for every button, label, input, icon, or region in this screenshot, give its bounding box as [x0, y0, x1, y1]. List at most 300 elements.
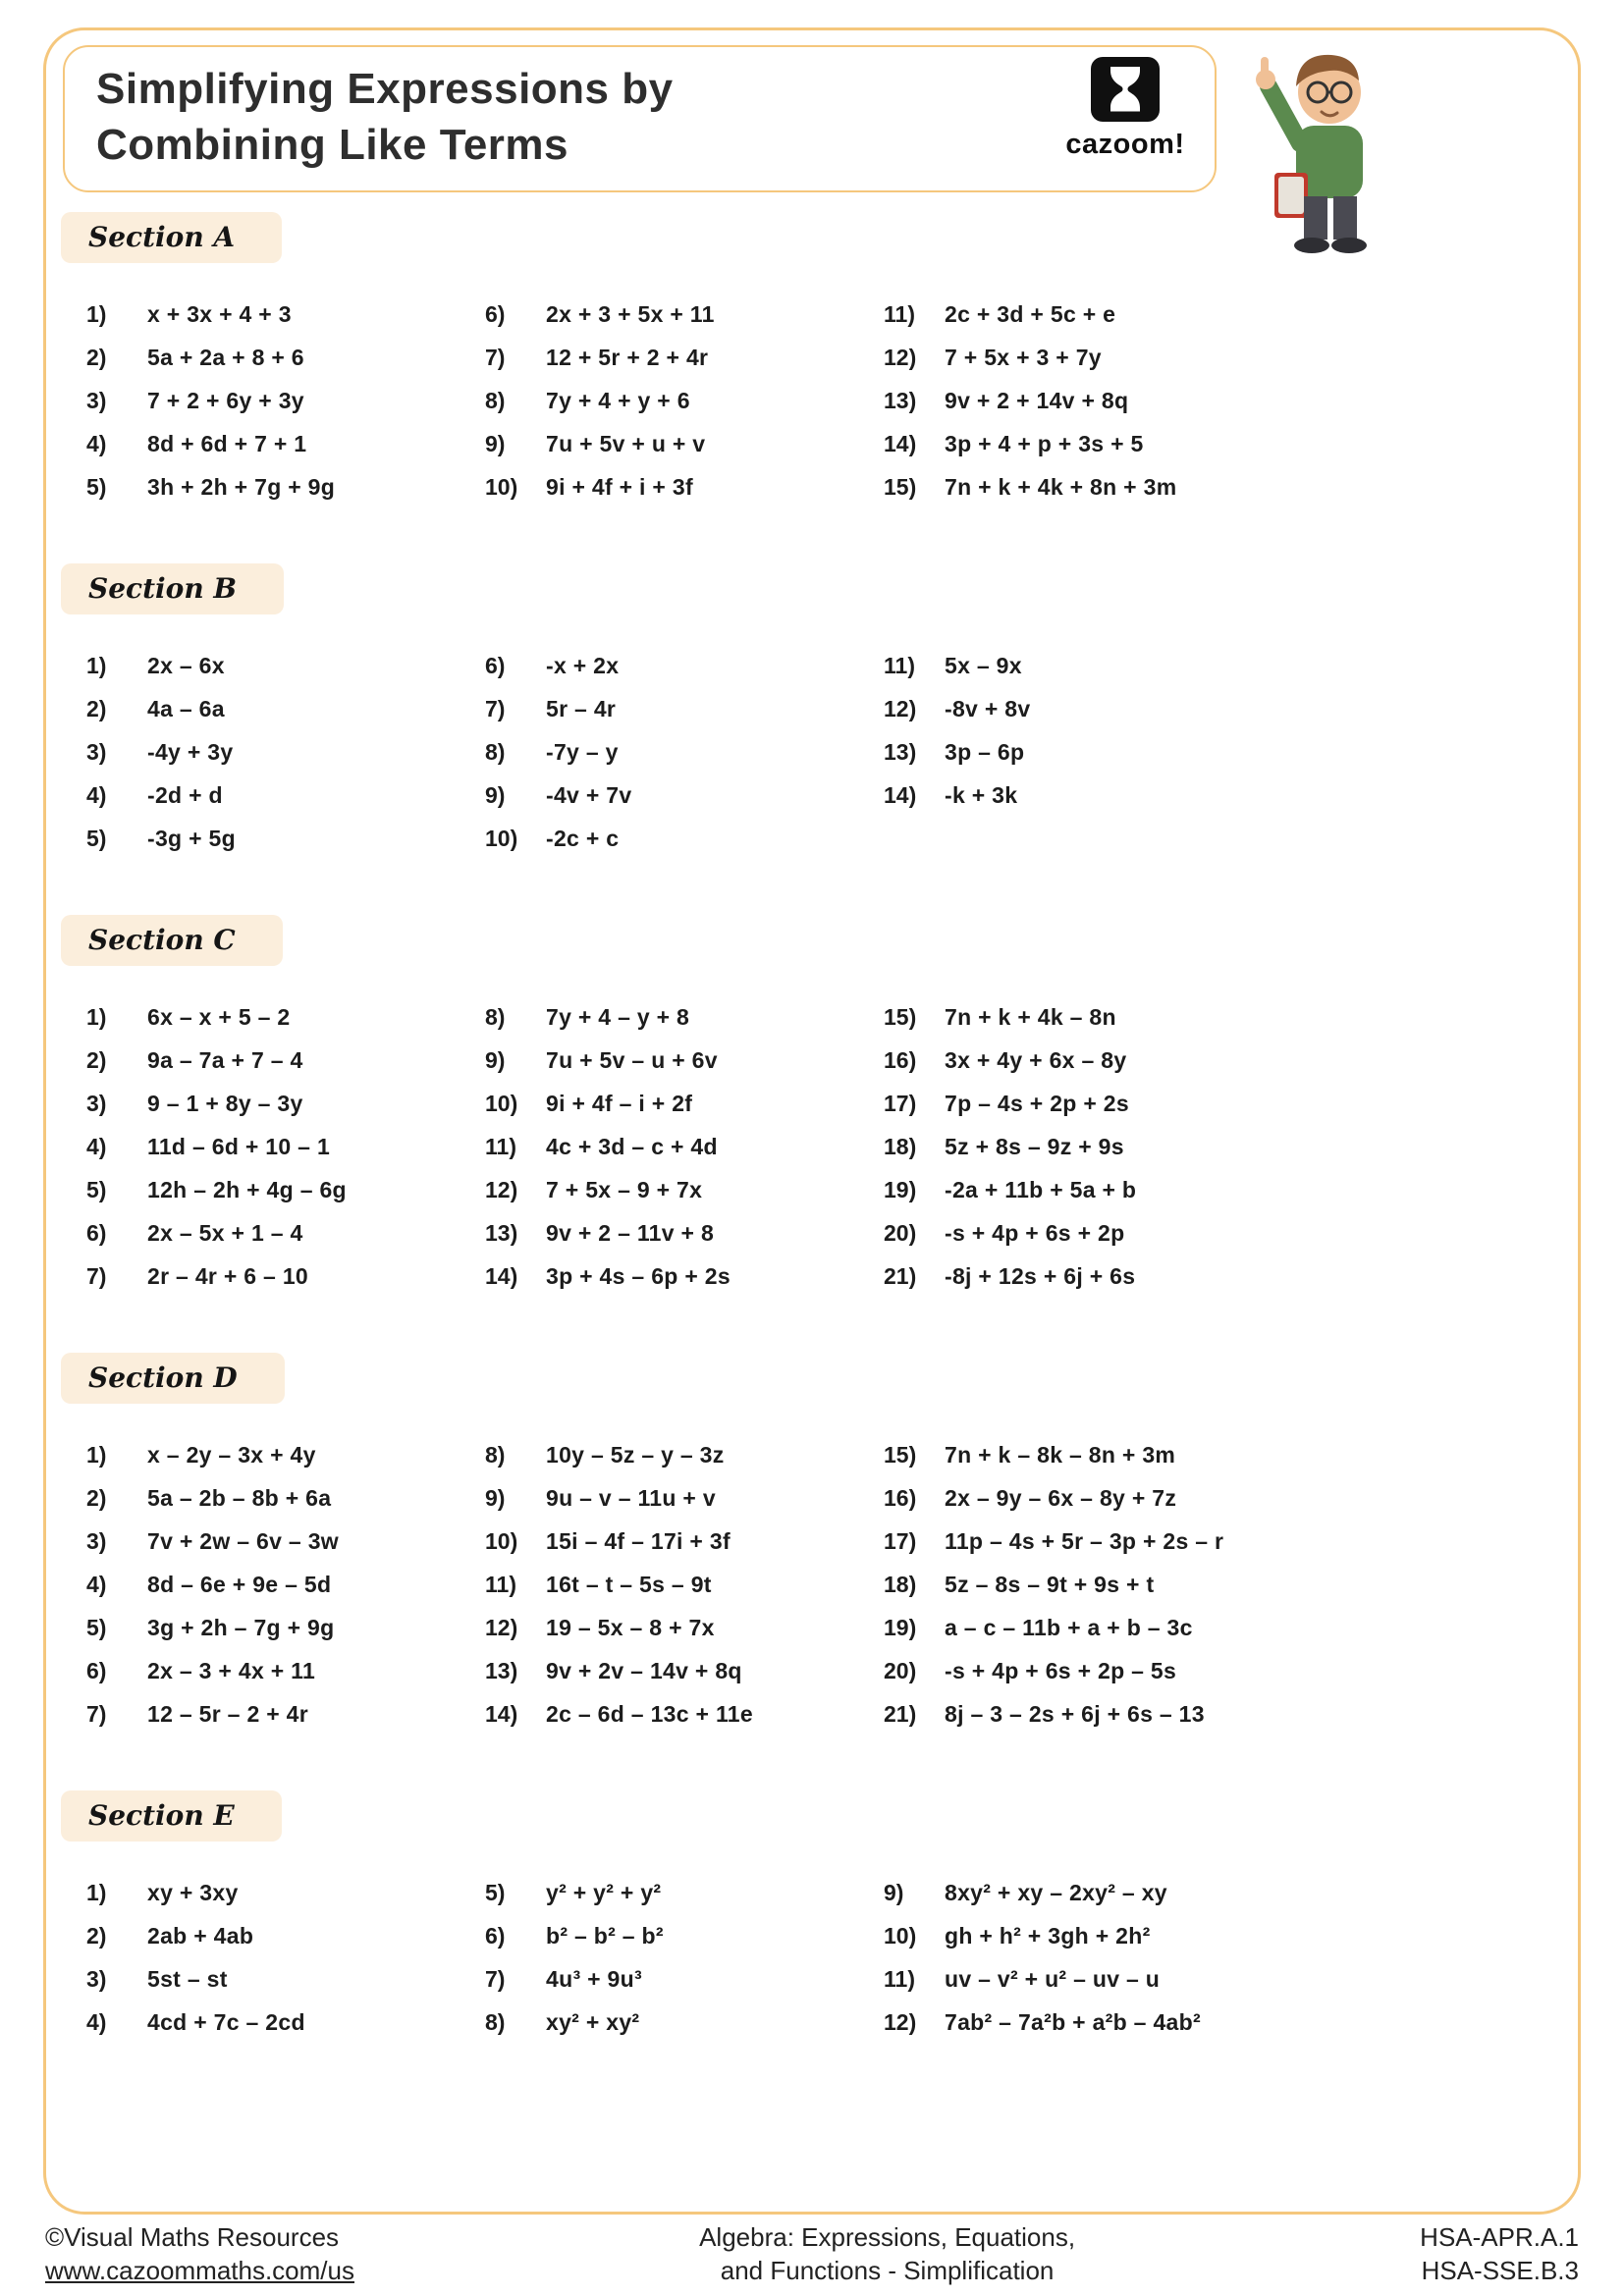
problem-number: 4): [86, 1571, 107, 1597]
problem-expression: 2x – 5x + 1 – 4: [147, 1219, 303, 1246]
problem-number: 1): [86, 1441, 107, 1468]
problem-row: [485, 1649, 884, 1692]
problem-number: 9): [884, 1879, 904, 1905]
problem-column: [485, 293, 884, 508]
problem-number: 16): [884, 1046, 917, 1073]
problem-row: [884, 1255, 1565, 1298]
problem-row: [485, 1520, 884, 1563]
problem-number: 4): [86, 2008, 107, 2035]
problem-expression: 2c + 3d + 5c + e: [945, 300, 1116, 327]
problem-number: 14): [884, 781, 917, 808]
problem-row: [485, 1082, 884, 1125]
footer-standards: [1420, 2220, 1579, 2287]
problem-expression: a – c – 11b + a + b – 3c: [945, 1614, 1193, 1640]
problem-expression: 11d – 6d + 10 – 1: [147, 1133, 331, 1159]
problem-row: [485, 687, 884, 730]
problem-row: [884, 1520, 1565, 1563]
problem-expression: 8xy² + xy – 2xy² – xy: [945, 1879, 1167, 1905]
problem-number: 2): [86, 344, 107, 370]
problem-number: 18): [884, 1571, 917, 1597]
problem-column: [485, 995, 884, 1298]
problem-expression: -8j + 12s + 6j + 6s: [945, 1262, 1136, 1289]
problem-row: [884, 1914, 1565, 1957]
problem-number: 8): [485, 1003, 506, 1030]
problem-expression: 2x – 9y – 6x – 8y + 7z: [945, 1484, 1177, 1511]
problem-row: [884, 1957, 1565, 2001]
problem-number: 2): [86, 695, 107, 721]
problem-number: 10): [485, 473, 518, 500]
section-header: [61, 1790, 282, 1842]
problem-row: [884, 1606, 1565, 1649]
worksheet-header: [63, 45, 1217, 192]
problem-number: 11): [485, 1571, 516, 1597]
problem-column: [485, 644, 884, 860]
problem-number: 13): [485, 1219, 518, 1246]
problem-row: [485, 730, 884, 774]
section-title: Section E: [88, 1799, 235, 1832]
problem-column: [884, 293, 1565, 508]
problem-expression: 7 + 5x + 3 + 7y: [945, 344, 1102, 370]
problem-expression: -2d + d: [147, 781, 223, 808]
problem-expression: -s + 4p + 6s + 2p: [945, 1219, 1125, 1246]
problem-number: 12): [485, 1614, 518, 1640]
problem-number: 18): [884, 1133, 917, 1159]
problem-row: [884, 1211, 1565, 1255]
problem-row: [884, 1082, 1565, 1125]
problem-row: [485, 1255, 884, 1298]
problem-row: [86, 1871, 485, 1914]
problem-row: [86, 1692, 485, 1735]
problem-number: 13): [884, 387, 917, 413]
footer-subject-line2: and Functions - Simplification: [720, 2256, 1055, 2285]
problem-number: 1): [86, 1003, 107, 1030]
problem-number: 7): [86, 1700, 107, 1727]
problem-number: 3): [86, 387, 107, 413]
problem-expression: 2x + 3 + 5x + 11: [546, 300, 715, 327]
problem-row: [86, 687, 485, 730]
problem-row: [485, 1692, 884, 1735]
problem-number: 12): [884, 695, 917, 721]
problem-column: [86, 644, 485, 860]
problem-row: [884, 1476, 1565, 1520]
problem-expression: 3x + 4y + 6x – 8y: [945, 1046, 1127, 1073]
section-header: [61, 212, 282, 263]
problem-expression: 9 – 1 + 8y – 3y: [147, 1090, 303, 1116]
problem-expression: gh + h² + 3gh + 2h²: [945, 1922, 1151, 1949]
worksheet-section: [61, 915, 1565, 1298]
section-title: Section B: [88, 572, 238, 605]
problem-number: 2): [86, 1484, 107, 1511]
problem-row: [485, 1039, 884, 1082]
footer-url-link[interactable]: www.cazoommaths.com/us: [45, 2256, 354, 2285]
problem-row: [86, 730, 485, 774]
problem-column: [86, 1433, 485, 1735]
problem-number: 11): [884, 300, 915, 327]
problem-row: [884, 1871, 1565, 1914]
problem-column: [86, 293, 485, 508]
problem-number: 9): [485, 781, 506, 808]
problem-expression: 5r – 4r: [546, 695, 617, 721]
problem-number: 3): [86, 1527, 107, 1554]
problem-row: [86, 1957, 485, 2001]
problem-row: [884, 1649, 1565, 1692]
problem-expression: -s + 4p + 6s + 2p – 5s: [945, 1657, 1177, 1683]
problem-expression: 2x – 6x: [147, 652, 225, 678]
problem-number: 10): [884, 1922, 917, 1949]
problem-number: 9): [485, 1484, 506, 1511]
problem-number: 1): [86, 300, 107, 327]
problem-expression: 7y + 4 + y + 6: [546, 387, 690, 413]
problem-expression: xy² + xy²: [546, 2008, 640, 2035]
problem-number: 12): [884, 344, 917, 370]
problem-row: [884, 422, 1565, 465]
problem-expression: -2a + 11b + 5a + b: [945, 1176, 1137, 1202]
problem-row: [86, 1255, 485, 1298]
problem-row: [485, 1957, 884, 2001]
footer-standard-2: HSA-SSE.B.3: [1421, 2256, 1579, 2285]
problem-row: [884, 687, 1565, 730]
footer-subject-line1: Algebra: Expressions, Equations,: [699, 2222, 1076, 2252]
problem-expression: 6x – x + 5 – 2: [147, 1003, 291, 1030]
problem-number: 7): [86, 1262, 107, 1289]
problem-row: [86, 1082, 485, 1125]
problem-number: 5): [485, 1879, 506, 1905]
problem-row: [884, 2001, 1565, 2044]
section-title: Section D: [88, 1362, 238, 1394]
worksheet-section: [61, 1790, 1565, 2044]
problem-expression: -7y – y: [546, 738, 619, 765]
problem-row: [485, 1914, 884, 1957]
page-title-line2: Combining Like Terms: [96, 121, 569, 169]
problem-row: [86, 1563, 485, 1606]
worksheet-section: [61, 212, 1565, 508]
problem-column: [884, 1433, 1565, 1735]
problem-expression: 12 + 5r + 2 + 4r: [546, 344, 709, 370]
problem-expression: 5a + 2a + 8 + 6: [147, 344, 304, 370]
problem-number: 10): [485, 1527, 518, 1554]
problem-expression: 3h + 2h + 7g + 9g: [147, 473, 336, 500]
problem-expression: 4c + 3d – c + 4d: [546, 1133, 718, 1159]
problem-expression: 7p – 4s + 2p + 2s: [945, 1090, 1129, 1116]
problem-expression: 7n + k + 4k + 8n + 3m: [945, 473, 1177, 500]
problem-row: [485, 1433, 884, 1476]
problem-row: [86, 644, 485, 687]
problem-expression: 10y – 5z – y – 3z: [546, 1441, 725, 1468]
problem-row: [86, 336, 485, 379]
problem-row: [86, 1476, 485, 1520]
problem-row: [86, 1168, 485, 1211]
problem-number: 6): [86, 1219, 107, 1246]
problem-number: 1): [86, 652, 107, 678]
footer-standard-1: HSA-APR.A.1: [1420, 2222, 1579, 2252]
problem-row: [86, 2001, 485, 2044]
problem-row: [86, 1039, 485, 1082]
section-title: Section C: [88, 924, 236, 956]
problem-number: 4): [86, 1133, 107, 1159]
problem-number: 20): [884, 1219, 917, 1246]
problem-row: [86, 379, 485, 422]
problem-number: 21): [884, 1700, 917, 1727]
problem-row: [485, 644, 884, 687]
problem-number: 8): [485, 738, 506, 765]
problem-expression: 9v + 2v – 14v + 8q: [546, 1657, 742, 1683]
cazoom-logo-text: cazoom!: [1065, 129, 1185, 160]
problem-row: [485, 379, 884, 422]
page-title-line1: Simplifying Expressions by: [96, 65, 674, 113]
problem-number: 6): [485, 300, 506, 327]
problem-row: [485, 422, 884, 465]
problem-number: 2): [86, 1922, 107, 1949]
problem-expression: x + 3x + 4 + 3: [147, 300, 292, 327]
problem-expression: 9u – v – 11u + v: [546, 1484, 716, 1511]
problem-expression: uv – v² + u² – uv – u: [945, 1965, 1161, 1992]
problem-expression: 5z – 8s – 9t + 9s + t: [945, 1571, 1155, 1597]
problem-expression: -x + 2x: [546, 652, 620, 678]
problem-column: [485, 1433, 884, 1735]
problem-column: [86, 1871, 485, 2044]
problem-row: [86, 1606, 485, 1649]
problem-column: [884, 644, 1565, 860]
problem-column: [485, 1871, 884, 2044]
worksheet-section: [61, 563, 1565, 860]
problem-expression: b² – b² – b²: [546, 1922, 664, 1949]
problem-expression: 7y + 4 – y + 8: [546, 1003, 690, 1030]
problem-row: [485, 774, 884, 817]
cazoom-logo: [1061, 57, 1189, 161]
problem-number: 19): [884, 1614, 917, 1640]
problem-number: 4): [86, 781, 107, 808]
problem-row: [884, 465, 1565, 508]
problem-row: [86, 817, 485, 860]
problem-row: [86, 774, 485, 817]
problem-expression: 2x – 3 + 4x + 11: [147, 1657, 316, 1683]
problem-expression: 9v + 2 + 14v + 8q: [945, 387, 1129, 413]
problem-number: 8): [485, 1441, 506, 1468]
problem-expression: 9v + 2 – 11v + 8: [546, 1219, 715, 1246]
problem-number: 7): [485, 1965, 506, 1992]
footer-left: [45, 2220, 354, 2287]
problem-number: 3): [86, 1090, 107, 1116]
problem-row: [884, 995, 1565, 1039]
problem-expression: -k + 3k: [945, 781, 1018, 808]
section-columns: [86, 644, 1565, 860]
problem-expression: 7u + 5v – u + 6v: [546, 1046, 718, 1073]
problem-row: [884, 379, 1565, 422]
problem-number: 1): [86, 1879, 107, 1905]
problem-number: 17): [884, 1090, 917, 1116]
problem-expression: 9i + 4f – i + 2f: [546, 1090, 693, 1116]
problem-number: 5): [86, 1176, 107, 1202]
problem-expression: 12 – 5r – 2 + 4r: [147, 1700, 309, 1727]
problem-row: [884, 1039, 1565, 1082]
section-columns: [86, 1433, 1565, 1735]
sections: [61, 212, 1565, 2099]
problem-number: 14): [884, 430, 917, 456]
problem-row: [485, 817, 884, 860]
problem-row: [884, 336, 1565, 379]
problem-row: [485, 1476, 884, 1520]
problem-number: 9): [485, 430, 506, 456]
problem-expression: -3g + 5g: [147, 825, 236, 851]
problem-expression: 9i + 4f + i + 3f: [546, 473, 693, 500]
section-title: Section A: [88, 221, 236, 253]
problem-row: [86, 293, 485, 336]
problem-expression: 7n + k – 8k – 8n + 3m: [945, 1441, 1176, 1468]
problem-number: 13): [485, 1657, 518, 1683]
problem-expression: 7n + k + 4k – 8n: [945, 1003, 1116, 1030]
problem-row: [86, 1520, 485, 1563]
problem-row: [485, 2001, 884, 2044]
footer-center: [699, 2220, 1075, 2287]
section-columns: [86, 1871, 1565, 2044]
problem-number: 15): [884, 1003, 917, 1030]
problem-expression: 3p – 6p: [945, 738, 1025, 765]
problem-expression: x – 2y – 3x + 4y: [147, 1441, 316, 1468]
problem-row: [884, 774, 1565, 817]
problem-number: 21): [884, 1262, 917, 1289]
problem-expression: 9a – 7a + 7 – 4: [147, 1046, 303, 1073]
problem-expression: 12h – 2h + 4g – 6g: [147, 1176, 347, 1202]
problem-expression: -8v + 8v: [945, 695, 1031, 721]
problem-column: [884, 1871, 1565, 2044]
problem-number: 10): [485, 825, 518, 851]
goblet-icon: [1091, 57, 1160, 122]
problem-expression: -2c + c: [546, 825, 620, 851]
section-header: [61, 563, 284, 614]
problem-expression: 3g + 2h – 7g + 9g: [147, 1614, 335, 1640]
problem-column: [86, 995, 485, 1298]
problem-row: [884, 1125, 1565, 1168]
problem-row: [86, 1649, 485, 1692]
problem-number: 13): [884, 738, 917, 765]
problem-expression: 3p + 4s – 6p + 2s: [546, 1262, 731, 1289]
worksheet-section: [61, 1353, 1565, 1735]
problem-row: [485, 293, 884, 336]
problem-row: [884, 1168, 1565, 1211]
cazoom-logo-icon: [1091, 57, 1160, 122]
problem-row: [86, 995, 485, 1039]
problem-row: [485, 1211, 884, 1255]
problem-number: 11): [884, 652, 915, 678]
problem-expression: 5x – 9x: [945, 652, 1022, 678]
problem-row: [884, 644, 1565, 687]
problem-number: 2): [86, 1046, 107, 1073]
page-footer: [45, 2220, 1579, 2287]
problem-number: 11): [884, 1965, 915, 1992]
problem-column: [884, 995, 1565, 1298]
problem-expression: 5z + 8s – 9z + 9s: [945, 1133, 1124, 1159]
section-header: [61, 915, 283, 966]
problem-row: [86, 465, 485, 508]
problem-number: 15): [884, 1441, 917, 1468]
problem-row: [86, 1914, 485, 1957]
problem-number: 3): [86, 1965, 107, 1992]
problem-row: [884, 1433, 1565, 1476]
problem-number: 5): [86, 1614, 107, 1640]
problem-row: [485, 995, 884, 1039]
problem-expression: 8d + 6d + 7 + 1: [147, 430, 307, 456]
problem-number: 8): [485, 387, 506, 413]
problem-expression: 4a – 6a: [147, 695, 225, 721]
problem-number: 6): [86, 1657, 107, 1683]
problem-row: [485, 1871, 884, 1914]
page-title: [96, 61, 674, 173]
problem-expression: 7 + 5x – 9 + 7x: [546, 1176, 703, 1202]
problem-expression: 3p + 4 + p + 3s + 5: [945, 430, 1144, 456]
problem-row: [485, 1563, 884, 1606]
problem-row: [485, 1606, 884, 1649]
section-columns: [86, 293, 1565, 508]
problem-number: 14): [485, 1700, 518, 1727]
problem-row: [485, 336, 884, 379]
problem-number: 6): [485, 652, 506, 678]
problem-number: 14): [485, 1262, 518, 1289]
problem-row: [86, 1211, 485, 1255]
problem-expression: 15i – 4f – 17i + 3f: [546, 1527, 731, 1554]
problem-expression: 4cd + 7c – 2cd: [147, 2008, 305, 2035]
problem-expression: 2r – 4r + 6 – 10: [147, 1262, 309, 1289]
problem-expression: 8d – 6e + 9e – 5d: [147, 1571, 332, 1597]
problem-number: 17): [884, 1527, 917, 1554]
problem-expression: 7 + 2 + 6y + 3y: [147, 387, 304, 413]
problem-number: 7): [485, 344, 506, 370]
problem-expression: 16t – t – 5s – 9t: [546, 1571, 712, 1597]
footer-copyright: ©Visual Maths Resources: [45, 2222, 340, 2252]
problem-expression: 11p – 4s + 5r – 3p + 2s – r: [945, 1527, 1224, 1554]
problem-expression: 5st – st: [147, 1965, 228, 1992]
problem-row: [86, 422, 485, 465]
problem-expression: 7ab² – 7a²b + a²b – 4ab²: [945, 2008, 1201, 2035]
problem-number: 12): [884, 2008, 917, 2035]
problem-expression: 7v + 2w – 6v – 3w: [147, 1527, 339, 1554]
problem-expression: 19 – 5x – 8 + 7x: [546, 1614, 715, 1640]
problem-number: 12): [485, 1176, 518, 1202]
problem-row: [485, 1125, 884, 1168]
problem-expression: 2ab + 4ab: [147, 1922, 254, 1949]
problem-number: 10): [485, 1090, 518, 1116]
problem-expression: xy + 3xy: [147, 1879, 239, 1905]
problem-row: [485, 1168, 884, 1211]
problem-expression: y² + y² + y²: [546, 1879, 662, 1905]
problem-row: [485, 465, 884, 508]
problem-row: [86, 1433, 485, 1476]
problem-number: 6): [485, 1922, 506, 1949]
problem-number: 5): [86, 825, 107, 851]
problem-number: 20): [884, 1657, 917, 1683]
section-columns: [86, 995, 1565, 1298]
problem-number: 4): [86, 430, 107, 456]
problem-expression: -4v + 7v: [546, 781, 632, 808]
problem-number: 3): [86, 738, 107, 765]
problem-expression: -4y + 3y: [147, 738, 234, 765]
problem-number: 16): [884, 1484, 917, 1511]
problem-number: 5): [86, 473, 107, 500]
problem-row: [884, 1563, 1565, 1606]
problem-number: 11): [485, 1133, 516, 1159]
problem-number: 15): [884, 473, 917, 500]
problem-number: 19): [884, 1176, 917, 1202]
problem-expression: 4u³ + 9u³: [546, 1965, 642, 1992]
problem-expression: 5a – 2b – 8b + 6a: [147, 1484, 332, 1511]
problem-expression: 8j – 3 – 2s + 6j + 6s – 13: [945, 1700, 1205, 1727]
section-header: [61, 1353, 285, 1404]
problem-row: [884, 293, 1565, 336]
problem-number: 9): [485, 1046, 506, 1073]
problem-row: [884, 730, 1565, 774]
problem-number: 7): [485, 695, 506, 721]
problem-number: 8): [485, 2008, 506, 2035]
problem-expression: 2c – 6d – 13c + 11e: [546, 1700, 753, 1727]
